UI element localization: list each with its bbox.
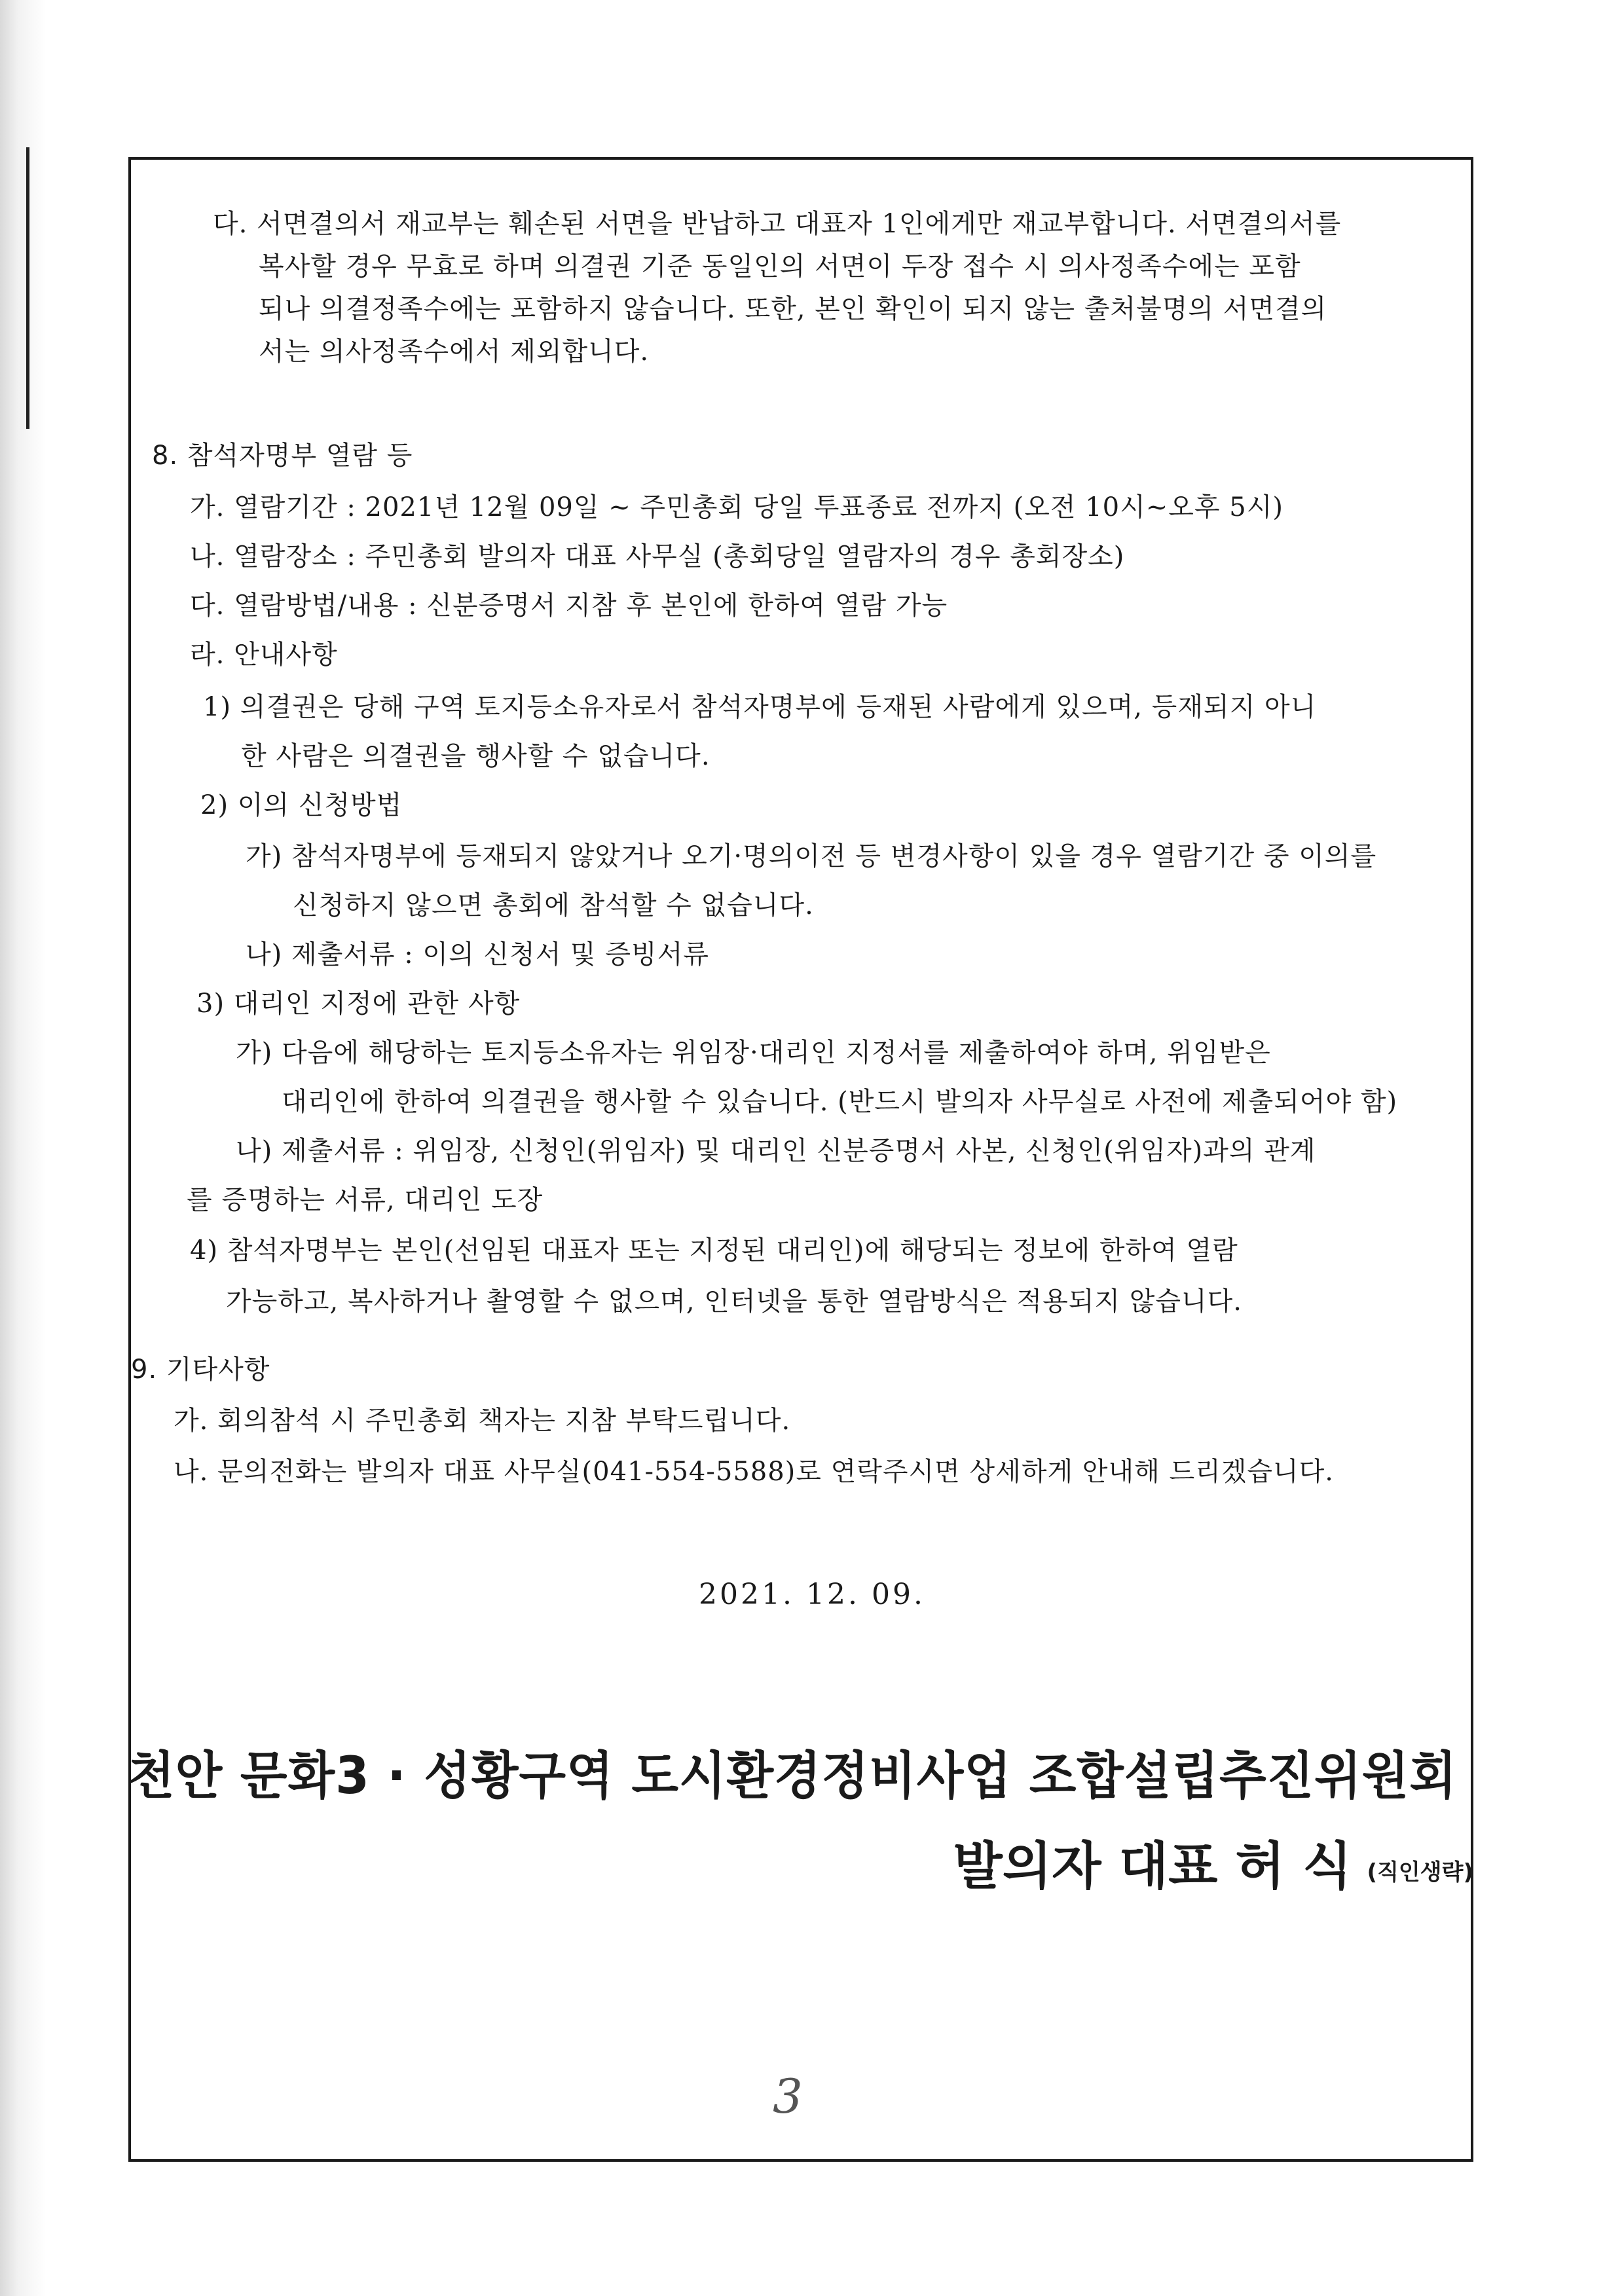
item-1-line-2: 한 사람은 의결권을 행사할 수 없습니다. [241,741,710,771]
section-9-na: 나. 문의전화는 발의자 대표 사무실(041-554-5588)로 연락주시면 상세하게 안내해 드리겠습니다. [174,1457,1335,1487]
para-da-line-3: 되나 의결정족수에는 포함하지 않습니다. 또한, 본인 확인이 되지 않는 출처불명의 서면결의 [259,294,1327,324]
section-9-heading: 9. 기타사항 [131,1355,270,1385]
item-3-ga-line-1: 가) 다음에 해당하는 토지등소유자는 위임장·대리인 지정서를 제출하여야 하며, 위임받은 [236,1038,1271,1068]
organization-name: 천안 문화3 · 성황구역 도시환경정비사업 조합설립추진위원회 [128,1747,1457,1806]
para-da-line-4: 서는 의사정족수에서 제외합니다. [259,337,650,367]
item-3-na-line-1: 나) 제출서류 : 위임장, 신청인(위임자) 및 대리인 신분증명서 사본, 신청인(위임자)과의 관계 [236,1136,1316,1166]
item-3: 3) 대리인 지정에 관한 사항 [196,989,521,1019]
seal-omitted-note: (직인생략) [1367,1859,1473,1886]
item-1-line-1: 1) 의결권은 당해 구역 토지등소유자로서 참석자명부에 등재된 사람에게 있으며, 등재되지 아니 [203,692,1317,722]
item-2-ga-line-2: 신청하지 않으면 총회에 참석할 수 없습니다. [293,890,814,920]
signature-block [953,1825,1473,1899]
item-2-ga-line-1: 가) 참석자명부에 등재되지 않았거나 오기·명의이전 등 변경사항이 있을 경우 열람기간 중 이의를 [246,841,1377,871]
para-da-line-1: 다. 서면결의서 재교부는 훼손된 서면을 반납하고 대표자 1인에게만 재교부합니다. 서면결의서를 [213,209,1342,239]
para-da-line-2: 복사할 경우 무효로 하며 의결권 기준 동일인의 서면이 두장 접수 시 의사정족수에는 포함 [259,251,1301,282]
section-8-da: 다. 열람방법/내용 : 신분증명서 지참 후 본인에 한하여 열람 가능 [190,591,948,621]
item-4-line-2: 가능하고, 복사하거나 촬영할 수 없으며, 인터넷을 통한 열람방식은 적용되지 않습니다. [226,1286,1242,1317]
representative-name: 발의자 대표 허 식 [953,1837,1352,1896]
section-8-heading: 8. 참석자명부 열람 등 [152,441,413,471]
section-8-ra: 라. 안내사항 [190,640,338,670]
section-9-ga: 가. 회의참석 시 주민총회 책자는 지참 부탁드립니다. [174,1406,791,1436]
item-2: 2) 이의 신청방법 [200,790,403,820]
section-8-na: 나. 열람장소 : 주민총회 발의자 대표 사무실 (총회당일 열람자의 경우 총회장소) [190,541,1125,572]
item-2-na: 나) 제출서류 : 이의 신청서 및 증빙서류 [246,939,709,970]
scan-mark [26,147,29,429]
item-3-na-line-2: 를 증명하는 서류, 대리인 도장 [187,1185,544,1215]
document-date: 2021. 12. 09. [699,1578,925,1611]
section-8-ga: 가. 열람기간 : 2021년 12월 09일 ~ 주민총회 당일 투표종료 전까지 (오전 10시~오후 5시) [190,492,1283,522]
item-3-ga-line-2: 대리인에 한하여 의결권을 행사할 수 있습니다. (반드시 발의자 사무실로 사전에 제출되어야 함) [282,1087,1398,1117]
scan-edge [0,0,46,2296]
page-number: 3 [773,2069,803,2124]
item-4-line-1: 4) 참석자명부는 본인(선임된 대표자 또는 지정된 대리인)에 해당되는 정보에 한하여 열람 [190,1235,1238,1266]
